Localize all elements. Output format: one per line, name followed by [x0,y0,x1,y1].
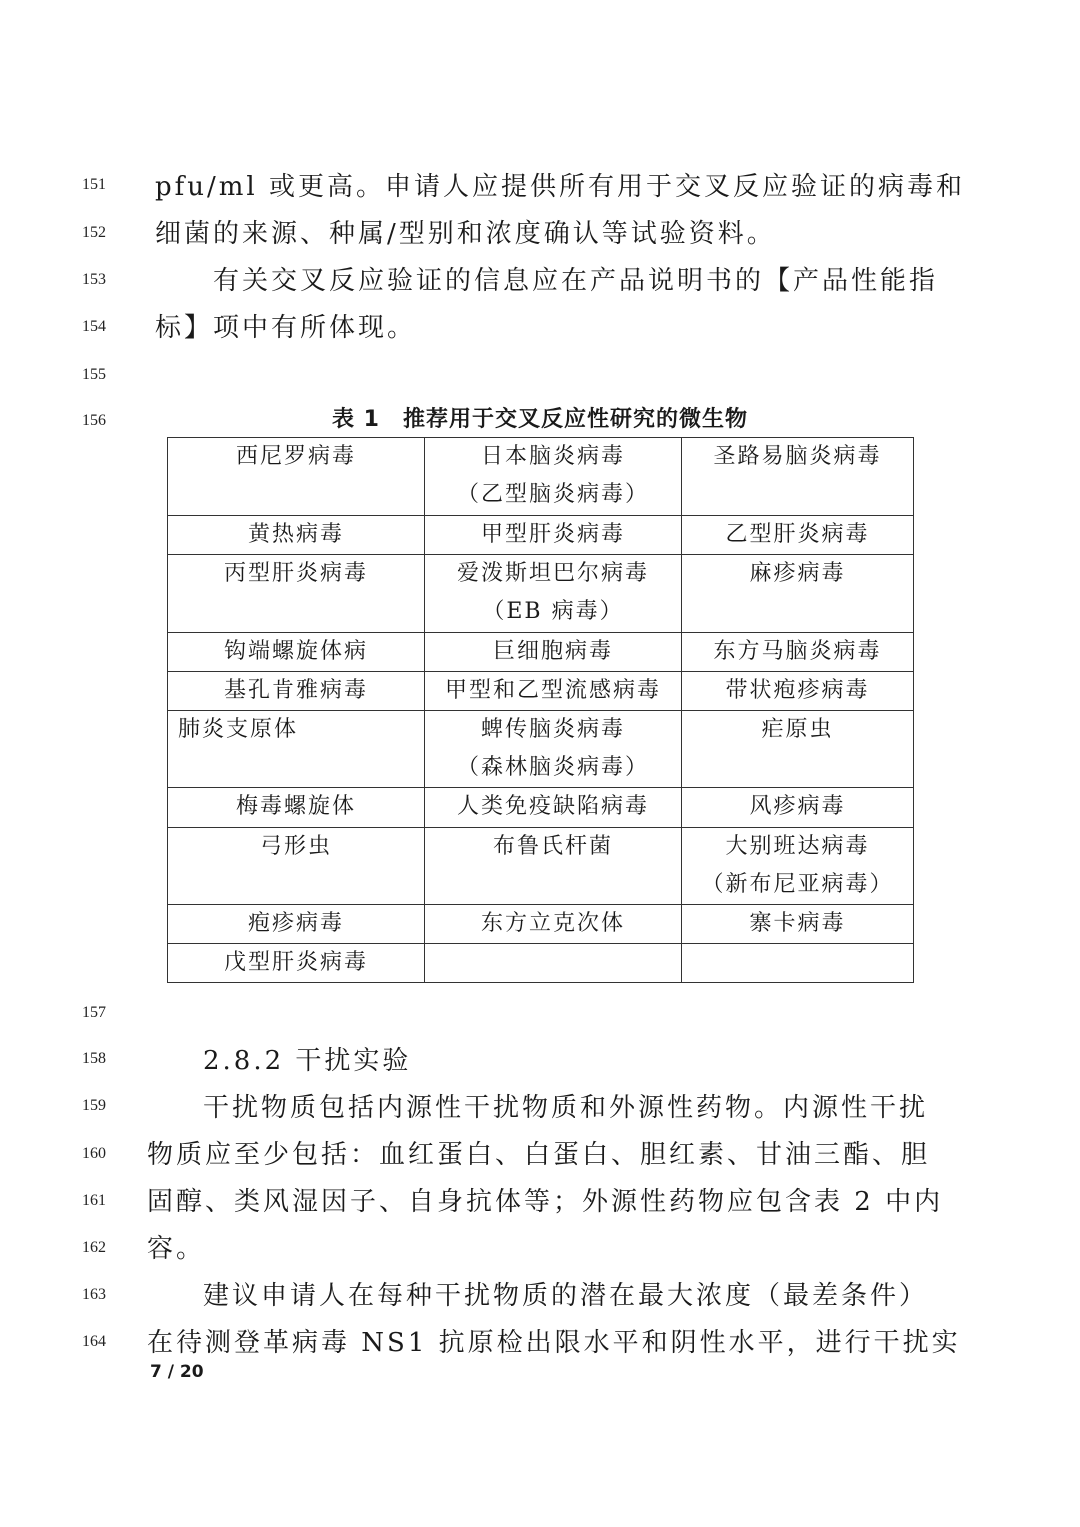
table-cell: 甲型和乙型流感病毒 [425,672,682,711]
table-cell: 寨卡病毒 [682,905,914,944]
table-cell: 甲型肝炎病毒 [425,516,682,555]
line-number: 154 [82,318,106,335]
table-row [168,672,914,711]
table-cell [425,944,682,983]
section-heading: 2.8.2 干扰实验 [203,1046,412,1076]
table-cell: 人类免疫缺陷病毒 [425,788,682,828]
body-text-line: 物质应至少包括：血红蛋白、白蛋白、胆红素、甘油三酯、胆 [147,1140,931,1170]
body-text-line: 固醇、类风湿因子、自身抗体等；外源性药物应包含表 2 中内 [147,1187,944,1217]
table-cell: 蜱传脑炎病毒 （森林脑炎病毒） [425,711,682,788]
line-number: 156 [82,412,106,429]
table-row [168,555,914,633]
table-cell: 丙型肝炎病毒 [168,555,425,633]
table-row [168,788,914,828]
table-cell: 西尼罗病毒 [168,438,425,516]
table-cell: 肺炎支原体 [168,711,425,788]
table-row [168,516,914,555]
microorganism-table [167,437,914,983]
body-text-line: 建议申请人在每种干扰物质的潜在最大浓度（最差条件） [203,1281,929,1311]
table-cell: 东方马脑炎病毒 [682,633,914,672]
table-row [168,944,914,983]
line-number: 151 [82,176,106,193]
table-cell: 麻疹病毒 [682,555,914,633]
table-cell [682,944,914,983]
body-text-line: 细菌的来源、种属/型别和浓度确认等试验资料。 [155,219,776,249]
table-cell: 黄热病毒 [168,516,425,555]
table-cell: 东方立克次体 [425,905,682,944]
body-text-line: pfu/ml 或更高。申请人应提供所有用于交叉反应验证的病毒和 [155,172,966,202]
table-cell: 风疹病毒 [682,788,914,828]
body-text-line: 容。 [147,1234,206,1264]
body-text-line: 干扰物质包括内源性干扰物质和外源性药物。内源性干扰 [203,1093,929,1123]
table-cell: 戊型肝炎病毒 [168,944,425,983]
table-cell: 疟原虫 [682,711,914,788]
table-cell: 疱疹病毒 [168,905,425,944]
table-row [168,828,914,905]
line-number: 161 [82,1192,106,1209]
line-number: 157 [82,1004,106,1021]
table-caption: 表 1 推荐用于交叉反应性研究的微生物 [332,407,748,432]
page-number: 7 / 20 [150,1362,204,1382]
line-number: 160 [82,1145,106,1162]
body-text-line: 在待测登革病毒 NS1 抗原检出限水平和阴性水平，进行干扰实 [147,1328,961,1358]
table-cell: 弓形虫 [168,828,425,905]
line-number: 152 [82,224,106,241]
table-cell: 带状疱疹病毒 [682,672,914,711]
table-cell: 布鲁氏杆菌 [425,828,682,905]
table-cell: 爱泼斯坦巴尔病毒 （EB 病毒） [425,555,682,633]
table-row [168,905,914,944]
line-number: 155 [82,366,106,383]
line-number: 162 [82,1239,106,1256]
table-cell: 巨细胞病毒 [425,633,682,672]
table-cell: 梅毒螺旋体 [168,788,425,828]
line-number: 159 [82,1097,106,1114]
table-cell: 钩端螺旋体病 [168,633,425,672]
line-number: 164 [82,1333,106,1350]
table-cell: 乙型肝炎病毒 [682,516,914,555]
table-cell: 日本脑炎病毒 （乙型脑炎病毒） [425,438,682,516]
table-cell: 大别班达病毒 （新布尼亚病毒） [682,828,914,905]
line-number: 163 [82,1286,106,1303]
body-text-line: 标】项中有所体现。 [155,313,417,343]
body-text-line: 有关交叉反应验证的信息应在产品说明书的【产品性能指 [213,266,939,296]
line-number: 158 [82,1050,106,1067]
table-cell: 基孔肯雅病毒 [168,672,425,711]
table-row [168,633,914,672]
table-row [168,438,914,516]
line-number: 153 [82,271,106,288]
table-row [168,711,914,788]
table-cell: 圣路易脑炎病毒 [682,438,914,516]
